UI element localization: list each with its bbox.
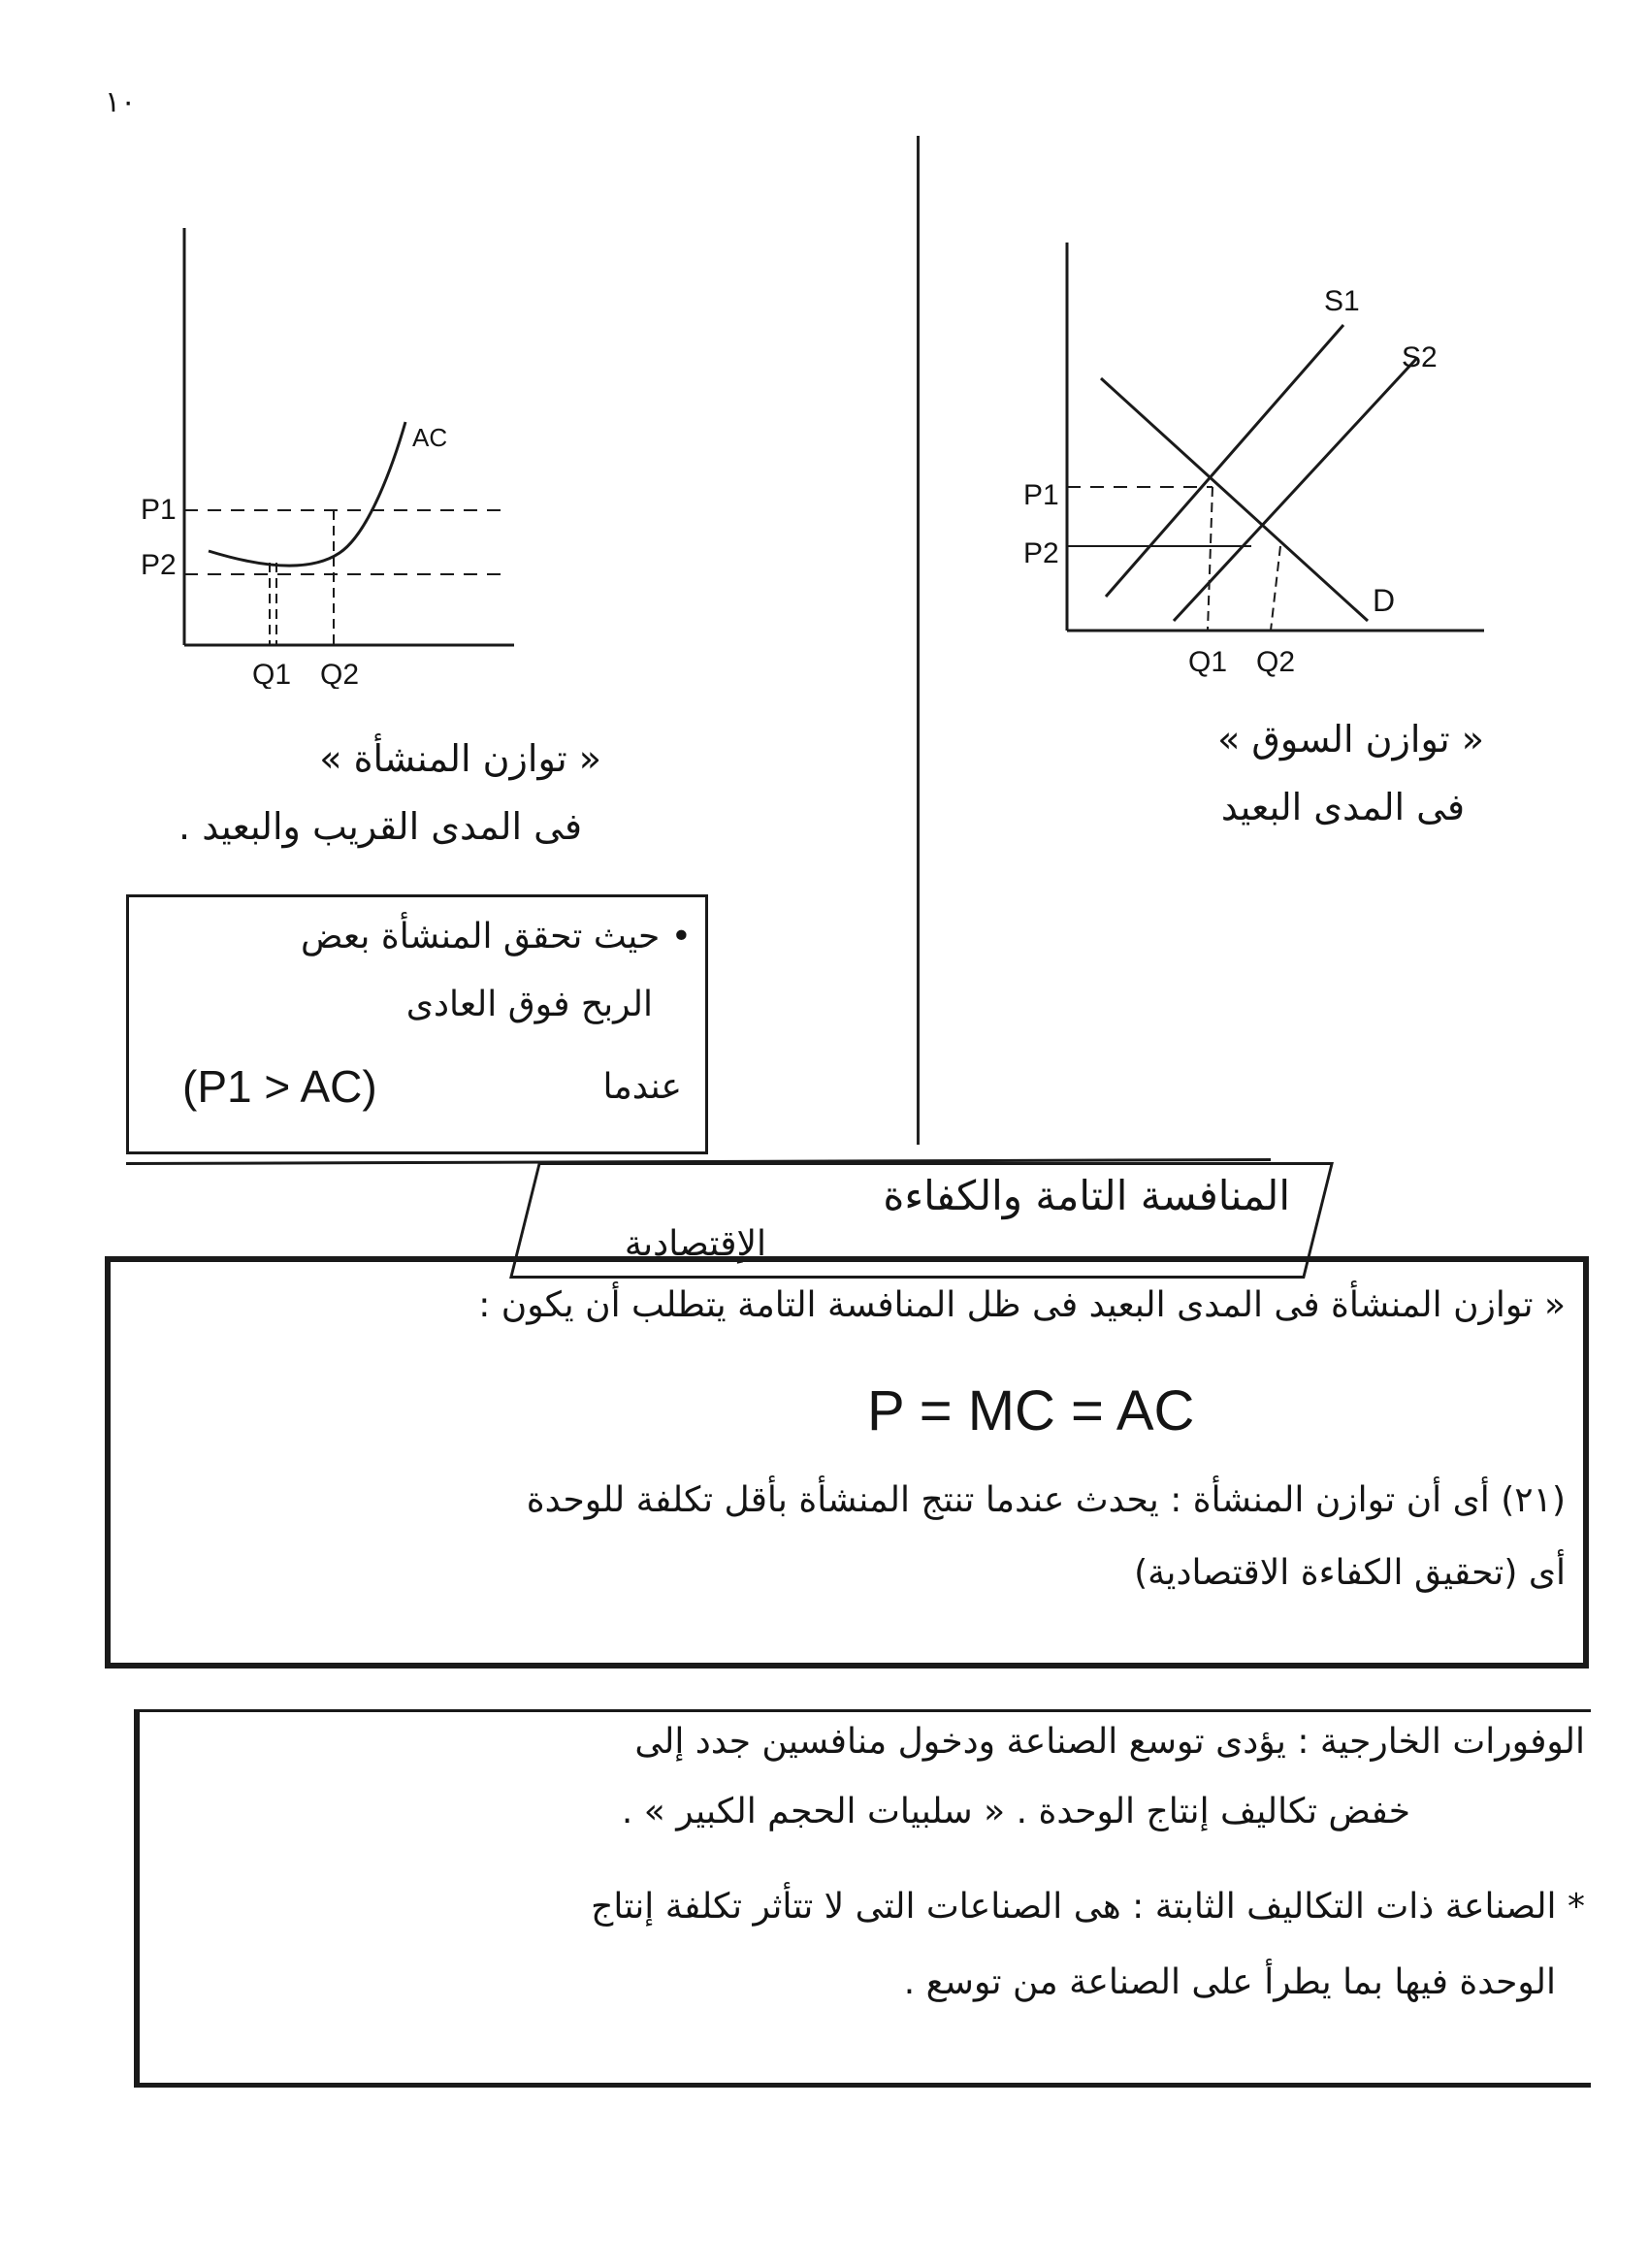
p2-label: P2 bbox=[141, 549, 177, 581]
q1-label: Q1 bbox=[252, 659, 292, 689]
p2-label: P2 bbox=[1023, 537, 1059, 569]
equilibrium-box bbox=[105, 1256, 1589, 1669]
column-divider bbox=[917, 136, 920, 1145]
q1-label: Q1 bbox=[1188, 646, 1228, 678]
q2-dashed-line bbox=[1271, 546, 1280, 631]
profit-line3: عندما bbox=[602, 1067, 682, 1107]
ac-label: AC bbox=[412, 423, 448, 452]
notes-line2: خفض تكاليف إنتاج الوحدة . « سلبيات الحجم الكبير » . bbox=[621, 1792, 1410, 1831]
d-label: D bbox=[1373, 583, 1396, 618]
q2-label: Q2 bbox=[1256, 646, 1296, 678]
right-caption-line2: فى المدى البعيد bbox=[1220, 786, 1465, 828]
profit-line1: • حيث تحقق المنشأة بعض bbox=[300, 917, 692, 956]
p1-label: P1 bbox=[1023, 479, 1059, 511]
demand-line bbox=[1101, 378, 1368, 621]
profit-formula: (P1 > AC) bbox=[182, 1061, 377, 1112]
left-caption-line1: « توازن المنشأة » bbox=[319, 737, 601, 780]
right-caption-line1: « توازن السوق » bbox=[1217, 718, 1484, 761]
section-title-line2: الإقتصادية bbox=[624, 1224, 766, 1264]
equilibrium-line4: أى (تحقيق الكفاءة الاقتصادية) bbox=[1134, 1553, 1566, 1593]
profit-line2: الربح فوق العادى bbox=[405, 985, 653, 1024]
firm-equilibrium-graph bbox=[116, 223, 543, 689]
s1-label: S1 bbox=[1324, 285, 1360, 317]
page-number: ١٠ bbox=[105, 86, 137, 118]
equilibrium-line1: « توازن المنشأة فى المدى البعيد فى ظل المنافسة التامة يتطلب أن يكون : bbox=[478, 1285, 1566, 1325]
ac-curve bbox=[209, 422, 405, 566]
market-equilibrium-graph bbox=[1018, 233, 1504, 698]
equilibrium-line3: (٢١) أى أن توازن المنشأة : يحدث عندما تنتج المنشأة بأقل تكلفة للوحدة bbox=[526, 1480, 1566, 1520]
notes-line4: الوحدة فيها بما يطرأ على الصناعة من توسع . bbox=[903, 1962, 1556, 2002]
section-title-line1: المنافسة التامة والكفاءة bbox=[883, 1172, 1290, 1219]
equilibrium-formula: P = MC = AC bbox=[867, 1379, 1195, 1442]
notes-line3: * الصناعة ذات التكاليف الثابتة : هى الصناعات التى لا تتأثر تكلفة إنتاج bbox=[591, 1887, 1585, 1927]
q2-label: Q2 bbox=[320, 659, 360, 689]
notes-box bbox=[134, 1709, 1591, 2088]
q1-dashed-line bbox=[1208, 487, 1212, 631]
s2-label: S2 bbox=[1402, 341, 1438, 373]
profit-box bbox=[126, 894, 708, 1154]
left-caption-line2: فى المدى القريب والبعيد . bbox=[178, 805, 582, 848]
notes-line1: الوفورات الخارجية : يؤدى توسع الصناعة ودخول منافسين جدد إلى bbox=[634, 1722, 1585, 1762]
s1-supply-line bbox=[1106, 325, 1343, 597]
p1-label: P1 bbox=[141, 494, 177, 526]
